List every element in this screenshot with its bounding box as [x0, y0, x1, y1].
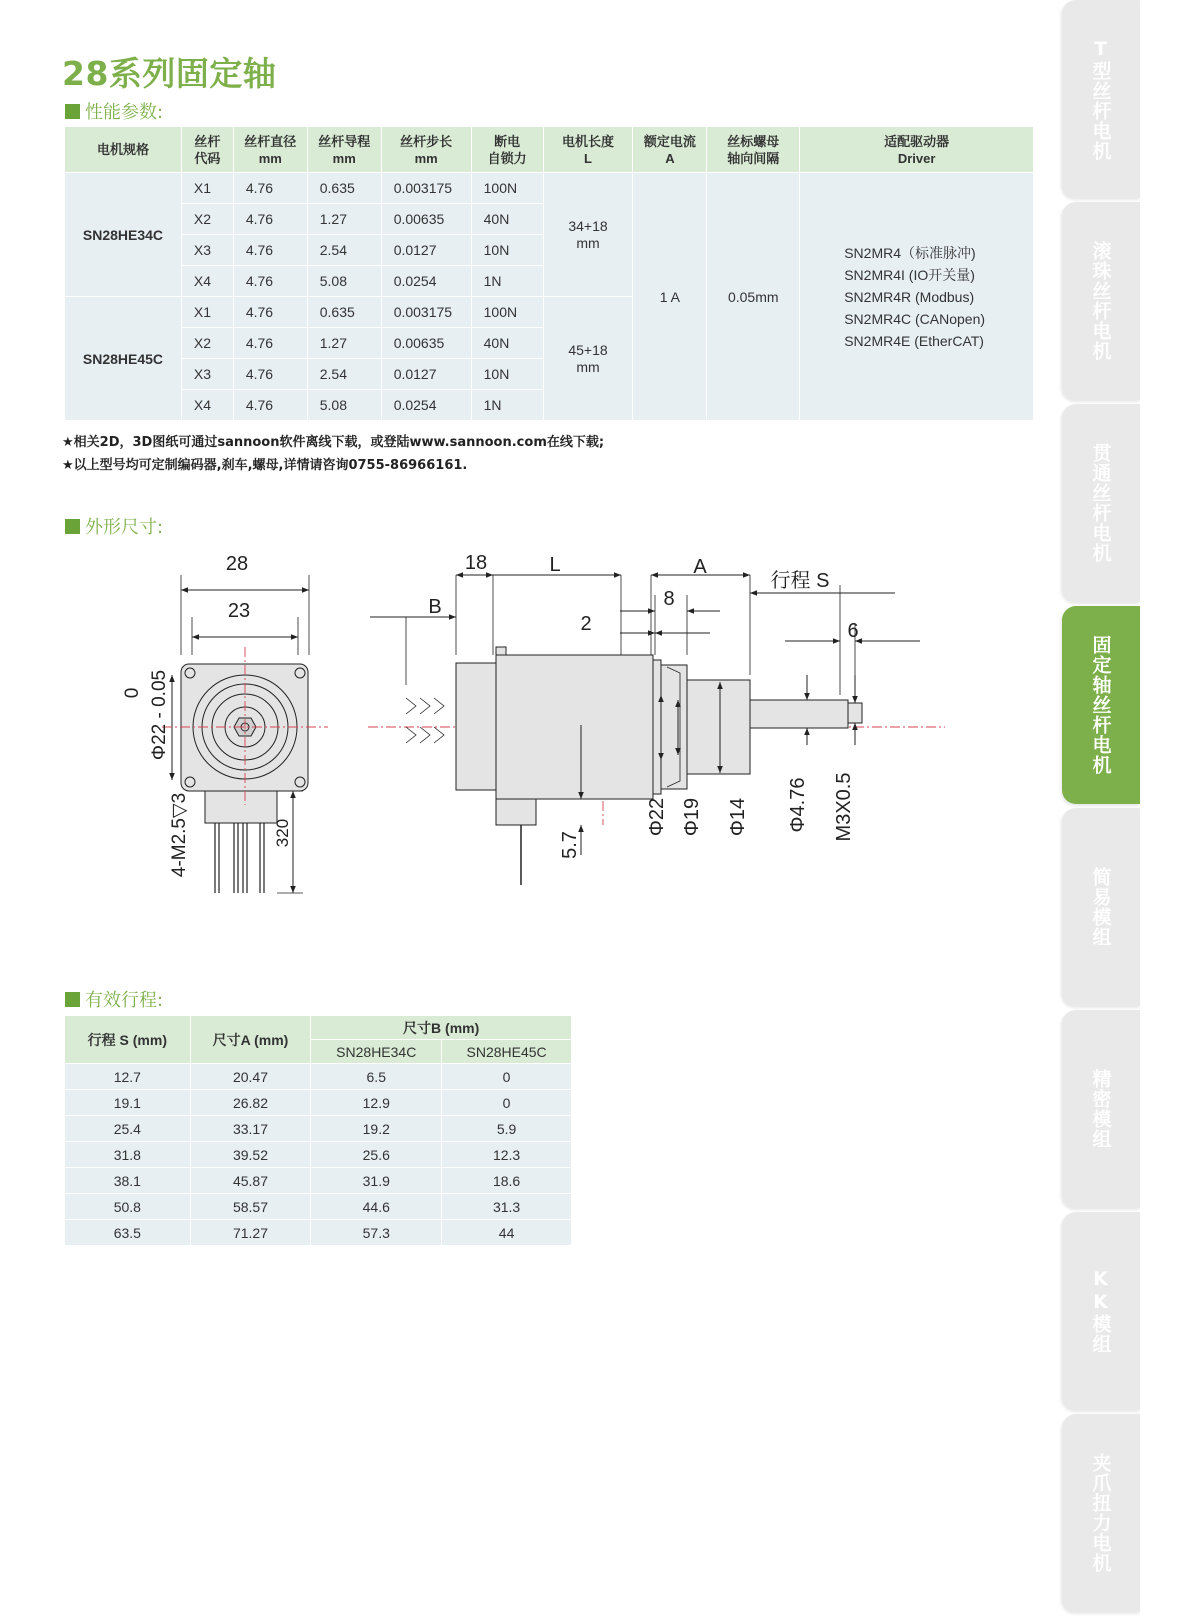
- driver-item: SN2MR4I (IO开关量): [844, 266, 975, 283]
- label-dia22: Φ22: [646, 797, 668, 837]
- side-tab-label: KK模组: [1089, 1268, 1112, 1354]
- cell: 1N: [471, 390, 543, 421]
- section-performance-label: 性能参数:: [85, 102, 164, 123]
- label-stroke-S: 行程 S: [770, 570, 830, 592]
- side-tab-t-lead-screw[interactable]: [1062, 0, 1140, 198]
- length-cell: 34+18 mm: [543, 173, 633, 297]
- side-tab-simple-module[interactable]: [1062, 808, 1140, 1006]
- header-cell: 电机长度 L: [543, 127, 633, 173]
- cell: X2: [181, 328, 233, 359]
- label-8: 8: [663, 588, 675, 610]
- label-320: 320: [273, 818, 292, 848]
- header-cell: 丝杆 代码: [181, 127, 233, 173]
- note-custom: ★以上型号均可定制编码器,刹车,螺母,详情请咨询0755-86966161.: [62, 458, 468, 473]
- cell: 1N: [471, 266, 543, 297]
- model-cell: SN28HE45C: [65, 297, 182, 421]
- label-6: 6: [847, 620, 859, 642]
- cell: 0.003175: [381, 297, 471, 328]
- label-23: 23: [227, 600, 251, 622]
- side-tab-label: 简易模组: [1089, 867, 1112, 947]
- spec-header-row: [65, 127, 1034, 173]
- cell: 4.76: [233, 390, 307, 421]
- cell: 0.0127: [381, 235, 471, 266]
- cell: 10N: [471, 235, 543, 266]
- header-cell: 行程 S (mm): [65, 1016, 191, 1064]
- table-row: [65, 1064, 572, 1090]
- label-5-7: 5.7: [559, 831, 581, 859]
- header-cell: SN28HE34C: [311, 1040, 442, 1064]
- header-cell: 额定电流 A: [633, 127, 707, 173]
- note-download: ★相关2D，3D图纸可通过sannoon软件离线下载，或登陆www.sannoon.com在线下载;: [62, 435, 605, 450]
- label-L: L: [549, 555, 561, 576]
- section-dimensions: [65, 513, 163, 539]
- cell: 4.76: [233, 266, 307, 297]
- side-tab-label: 精密模组: [1089, 1069, 1112, 1149]
- side-tab-gripper-motor[interactable]: [1062, 1414, 1140, 1612]
- gap-cell: 0.05mm: [707, 173, 800, 421]
- cell: 44.6: [311, 1194, 442, 1220]
- cell: 4.76: [233, 235, 307, 266]
- cell: X1: [181, 297, 233, 328]
- section-stroke: [65, 986, 163, 1012]
- table-row: [65, 1116, 572, 1142]
- cell: X4: [181, 266, 233, 297]
- cell: 20.47: [190, 1064, 311, 1090]
- label-dia22-tol: Φ22 - 0.05: [149, 669, 170, 761]
- header-cell: 适配驱动器 Driver: [800, 127, 1034, 173]
- stroke-header-row: [65, 1016, 572, 1040]
- cell: 2.54: [307, 235, 381, 266]
- cell: 25.6: [311, 1142, 442, 1168]
- label-A: A: [693, 556, 707, 578]
- cell: 31.9: [311, 1168, 442, 1194]
- side-tab-fixed-shaft[interactable]: [1062, 606, 1140, 804]
- driver-item: SN2MR4（标准脉冲): [844, 244, 976, 261]
- cell: 100N: [471, 297, 543, 328]
- section-marker: [65, 519, 80, 534]
- header-cell: SN28HE45C: [442, 1040, 572, 1064]
- cell: 45.87: [190, 1168, 311, 1194]
- driver-item: SN2MR4R (Modbus): [844, 288, 975, 305]
- cell: 33.17: [190, 1116, 311, 1142]
- cell: 0.00635: [381, 204, 471, 235]
- cell: 40N: [471, 204, 543, 235]
- cell: 4.76: [233, 297, 307, 328]
- cell: 40N: [471, 328, 543, 359]
- side-tab-nav: [1062, 0, 1140, 1616]
- cell: 31.3: [442, 1194, 572, 1220]
- cell: 71.27: [190, 1220, 311, 1246]
- cell: 26.82: [190, 1090, 311, 1116]
- cell: 18.6: [442, 1168, 572, 1194]
- label-B: B: [428, 596, 442, 618]
- cell: 0.635: [307, 173, 381, 204]
- header-cell: 丝杆直径 mm: [233, 127, 307, 173]
- driver-cell: [800, 173, 1034, 421]
- cell: 0.0254: [381, 390, 471, 421]
- cell: 19.2: [311, 1116, 442, 1142]
- section-marker: [65, 992, 80, 1007]
- label-dia19: Φ19: [681, 797, 703, 837]
- table-row: [65, 173, 1034, 204]
- cell: 38.1: [65, 1168, 191, 1194]
- label-m3: M3X0.5: [833, 772, 855, 842]
- cell: 12.3: [442, 1142, 572, 1168]
- cell: 0.00635: [381, 328, 471, 359]
- cell: 0: [442, 1064, 572, 1090]
- cell: X3: [181, 235, 233, 266]
- cell: 0.0254: [381, 266, 471, 297]
- table-row: [65, 1220, 572, 1246]
- driver-item: SN2MR4E (EtherCAT): [844, 332, 984, 349]
- cell: X1: [181, 173, 233, 204]
- label-2: 2: [580, 613, 592, 635]
- cell: 5.9: [442, 1116, 572, 1142]
- cell: 57.3: [311, 1220, 442, 1246]
- table-row: [65, 1090, 572, 1116]
- cell: 4.76: [233, 204, 307, 235]
- side-tab-label: 贯通丝杆电机: [1089, 443, 1112, 563]
- table-row: [65, 1194, 572, 1220]
- header-cell: 断电 自锁力: [471, 127, 543, 173]
- side-tab-label: T型丝杆电机: [1089, 37, 1112, 161]
- side-tab-label: 夹爪扭力电机: [1089, 1453, 1112, 1573]
- cell: 25.4: [65, 1116, 191, 1142]
- cell: X2: [181, 204, 233, 235]
- section-performance: [65, 98, 163, 124]
- length-cell: 45+18 mm: [543, 297, 633, 421]
- dimension-drawing: [110, 555, 980, 920]
- cell: 2.54: [307, 359, 381, 390]
- cell: 0.003175: [381, 173, 471, 204]
- cell: 5.08: [307, 266, 381, 297]
- cell: 4.76: [233, 359, 307, 390]
- section-stroke-label: 有效行程:: [85, 990, 164, 1011]
- cell: 0: [442, 1090, 572, 1116]
- header-cell: 丝杆步长 mm: [381, 127, 471, 173]
- side-tab-label: 固定轴丝杆电机: [1089, 635, 1112, 775]
- cell: 4.76: [233, 173, 307, 204]
- current-cell: 1 A: [633, 173, 707, 421]
- page-title: 28系列固定轴: [62, 54, 277, 93]
- label-18: 18: [464, 555, 488, 574]
- cell: 44: [442, 1220, 572, 1246]
- side-tab-through-screw[interactable]: [1062, 404, 1140, 602]
- cell: 10N: [471, 359, 543, 390]
- side-tab-ball-screw[interactable]: [1062, 202, 1140, 400]
- table-row: [65, 1142, 572, 1168]
- cell: 1.27: [307, 204, 381, 235]
- cell: 12.9: [311, 1090, 442, 1116]
- cell: 39.52: [190, 1142, 311, 1168]
- side-tab-label: 滚珠丝杆电机: [1089, 241, 1112, 361]
- cell: 19.1: [65, 1090, 191, 1116]
- header-cell: 电机规格: [65, 127, 182, 173]
- model-cell: SN28HE34C: [65, 173, 182, 297]
- side-tab-kk-module[interactable]: [1062, 1212, 1140, 1410]
- cell: 63.5: [65, 1220, 191, 1246]
- table-row: [65, 1168, 572, 1194]
- cell: 50.8: [65, 1194, 191, 1220]
- spec-table: [64, 126, 1034, 421]
- cell: 0.0127: [381, 359, 471, 390]
- header-cell: 尺寸A (mm): [190, 1016, 311, 1064]
- cell: X3: [181, 359, 233, 390]
- section-dimensions-label: 外形尺寸:: [85, 517, 164, 538]
- stroke-table: [64, 1015, 572, 1246]
- header-cell: 丝标螺母 轴向间隔: [707, 127, 800, 173]
- cell: 4.76: [233, 328, 307, 359]
- label-tol-0: 0: [122, 687, 143, 699]
- cell: 100N: [471, 173, 543, 204]
- cell: 12.7: [65, 1064, 191, 1090]
- section-marker: [65, 104, 80, 119]
- cell: 58.57: [190, 1194, 311, 1220]
- driver-item: SN2MR4C (CANopen): [844, 310, 986, 327]
- cell: 6.5: [311, 1064, 442, 1090]
- label-dia14: Φ14: [727, 797, 749, 837]
- cell: X4: [181, 390, 233, 421]
- header-cell: 丝杆导程 mm: [307, 127, 381, 173]
- cell: 5.08: [307, 390, 381, 421]
- side-tab-precision-module[interactable]: [1062, 1010, 1140, 1208]
- label-28: 28: [225, 555, 249, 575]
- cell: 31.8: [65, 1142, 191, 1168]
- label-holes: 4-M2.5▽3: [169, 792, 190, 878]
- label-dia4-76: Φ4.76: [787, 777, 809, 833]
- header-cell: 尺寸B (mm): [311, 1016, 572, 1040]
- cell: 1.27: [307, 328, 381, 359]
- cell: 0.635: [307, 297, 381, 328]
